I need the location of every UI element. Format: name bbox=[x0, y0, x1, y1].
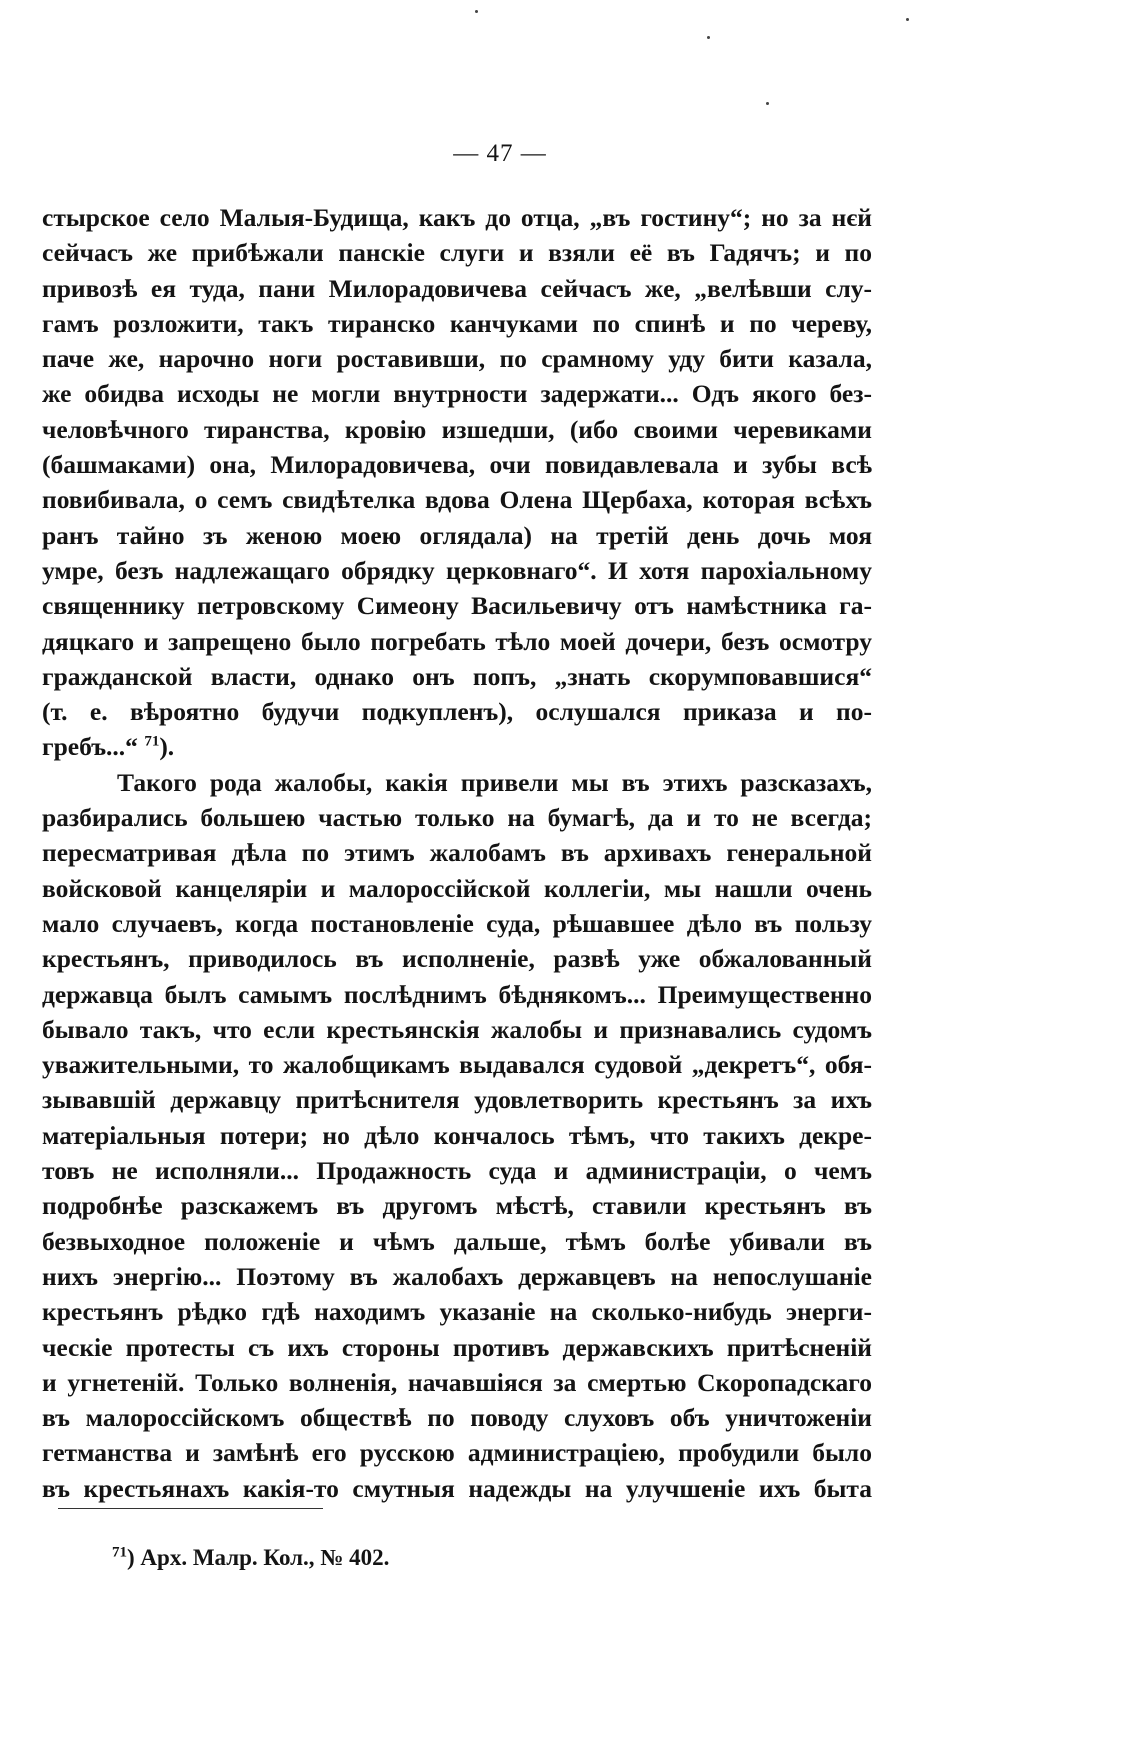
text-line: подробнѣе разскажемъ въ другомъ мѣстѣ, ставили крестьянъ въ bbox=[42, 1191, 872, 1221]
text-line: войсковой канцеляріи и малороссійской коллегіи, мы нашли очень bbox=[42, 873, 872, 903]
text-line: державца былъ самымъ послѣднимъ бѣднякомъ... Преимущественно bbox=[42, 979, 872, 1009]
footnote-number-close: ) bbox=[127, 1545, 135, 1570]
text-line: крестьянъ рѣдко гдѣ находимъ указаніе на сколько-нибудь энерги- bbox=[42, 1297, 872, 1327]
text-line: нихъ энергію... Поэтому въ жалобахъ державцевъ на непослушаніе bbox=[42, 1261, 872, 1291]
text-line: гамъ розложити, такъ тиранско канчуками по спинѣ и по череву, bbox=[42, 308, 872, 338]
text-line: гражданской власти, однако онъ попъ, „знать скорумповавшися“ bbox=[42, 661, 872, 691]
footnote-ref-close: ). bbox=[159, 732, 175, 762]
text-line: (башмаками) она, Милорадовичева, очи повидавлевала и зубы всѣ bbox=[42, 450, 872, 480]
text-line: же обидва исходы не могли внутрности задержати... Одъ якого без- bbox=[42, 379, 872, 409]
text-line: ранъ тайно зъ женою моею оглядала) на третій день дочь моя bbox=[42, 520, 872, 550]
text-line: привозѣ ея туда, пани Милорадовичева сейчасъ же, „велѣвши слу- bbox=[42, 273, 872, 303]
text-line: зывавшій державцу притѣснителя удовлетворить крестьянъ за ихъ bbox=[42, 1085, 872, 1115]
speck bbox=[766, 102, 769, 105]
footnote bbox=[112, 1545, 389, 1571]
text-line: повибивала, о семъ свидѣтелка вдова Олена Щербаха, которая всѣхъ bbox=[42, 485, 872, 515]
speck bbox=[707, 36, 710, 39]
text-line: пересматривая дѣла по этимъ жалобамъ въ архивахъ генеральной bbox=[42, 838, 872, 868]
text-line: и угнетеній. Только волненія, начавшіяся за смертью Скоропадскаго bbox=[42, 1367, 872, 1397]
text-line: умре, безъ надлежащаго обрядку церковнаго“. И хотя парохіальному bbox=[42, 555, 872, 585]
text-line: въ крестьянахъ какія-то смутныя надежды на улучшеніе ихъ быта bbox=[42, 1473, 872, 1503]
text-line: безвыходное положеніе и чѣмъ дальше, тѣмъ болѣе убивали въ bbox=[42, 1226, 872, 1256]
speck bbox=[475, 10, 478, 13]
text-line: уважительными, то жалобщикамъ выдавался судовой „декретъ“, обя- bbox=[42, 1050, 872, 1080]
footnote-number: 71 bbox=[112, 1544, 127, 1561]
text-line-last bbox=[42, 729, 872, 764]
text-line: разбирались большею частью только на бумагѣ, да и то не всегда; bbox=[42, 803, 872, 833]
text-line: мало случаевъ, когда постановленіе суда, рѣшавшее дѣло въ пользу bbox=[42, 908, 872, 938]
text-line: дяцкаго и запрещено было погребать тѣло моей дочери, безъ осмотру bbox=[42, 626, 872, 656]
text-line: человѣчного тиранства, кровію изшедши, (ибо своими черевиками bbox=[42, 414, 872, 444]
text-line: сейчасъ же прибѣжали панскіе слуги и взяли её въ Гадячъ; и по bbox=[42, 238, 872, 268]
text-line: (т. е. вѣроятно будучи подкупленъ), ослушался приказа и по- bbox=[42, 697, 872, 727]
text-line: матеріальныя потери; но дѣло кончалось тѣмъ, что такихъ декре- bbox=[42, 1120, 872, 1150]
text-line-content: гребъ...“ bbox=[42, 732, 138, 762]
text-line: бывало такъ, что если крестьянскія жалобы и признавались судомъ bbox=[42, 1014, 872, 1044]
text-line: стырское село Малыя-Будища, какъ до отца, „въ гостину“; но за нєй bbox=[42, 203, 872, 232]
text-line: товъ не исполняли... Продажность суда и администраціи, о чемъ bbox=[42, 1156, 872, 1186]
body-text bbox=[42, 200, 872, 1506]
text-line: крестьянъ, приводилось въ исполненіе, развѣ уже обжалованный bbox=[42, 944, 872, 974]
footnote-ref[interactable]: 71 bbox=[144, 733, 160, 750]
speck bbox=[906, 18, 909, 21]
text-line: паче же, нарочно ноги роставивши, по срамному уду бити казала, bbox=[42, 344, 872, 374]
text-line: въ малороссійскомъ обществѣ по поводу слуховъ объ уничтоженіи bbox=[42, 1403, 872, 1433]
text-line: гетманства и замѣнѣ его русскою администраціею, пробудили было bbox=[42, 1438, 872, 1468]
page-number: — 47 — bbox=[453, 140, 547, 167]
footnote-text: Арх. Малр. Кол., № 402. bbox=[140, 1545, 390, 1570]
text-line: священнику петровскому Симеону Васильевичу отъ намѣстника га- bbox=[42, 591, 872, 621]
footnote-separator bbox=[58, 1508, 323, 1509]
paragraph-first-line: Такого рода жалобы, какія привели мы въ этихъ разсказахъ, bbox=[117, 767, 872, 797]
text-line: ческіе протесты съ ихъ стороны противъ державскихъ притѣсненій bbox=[42, 1332, 872, 1362]
